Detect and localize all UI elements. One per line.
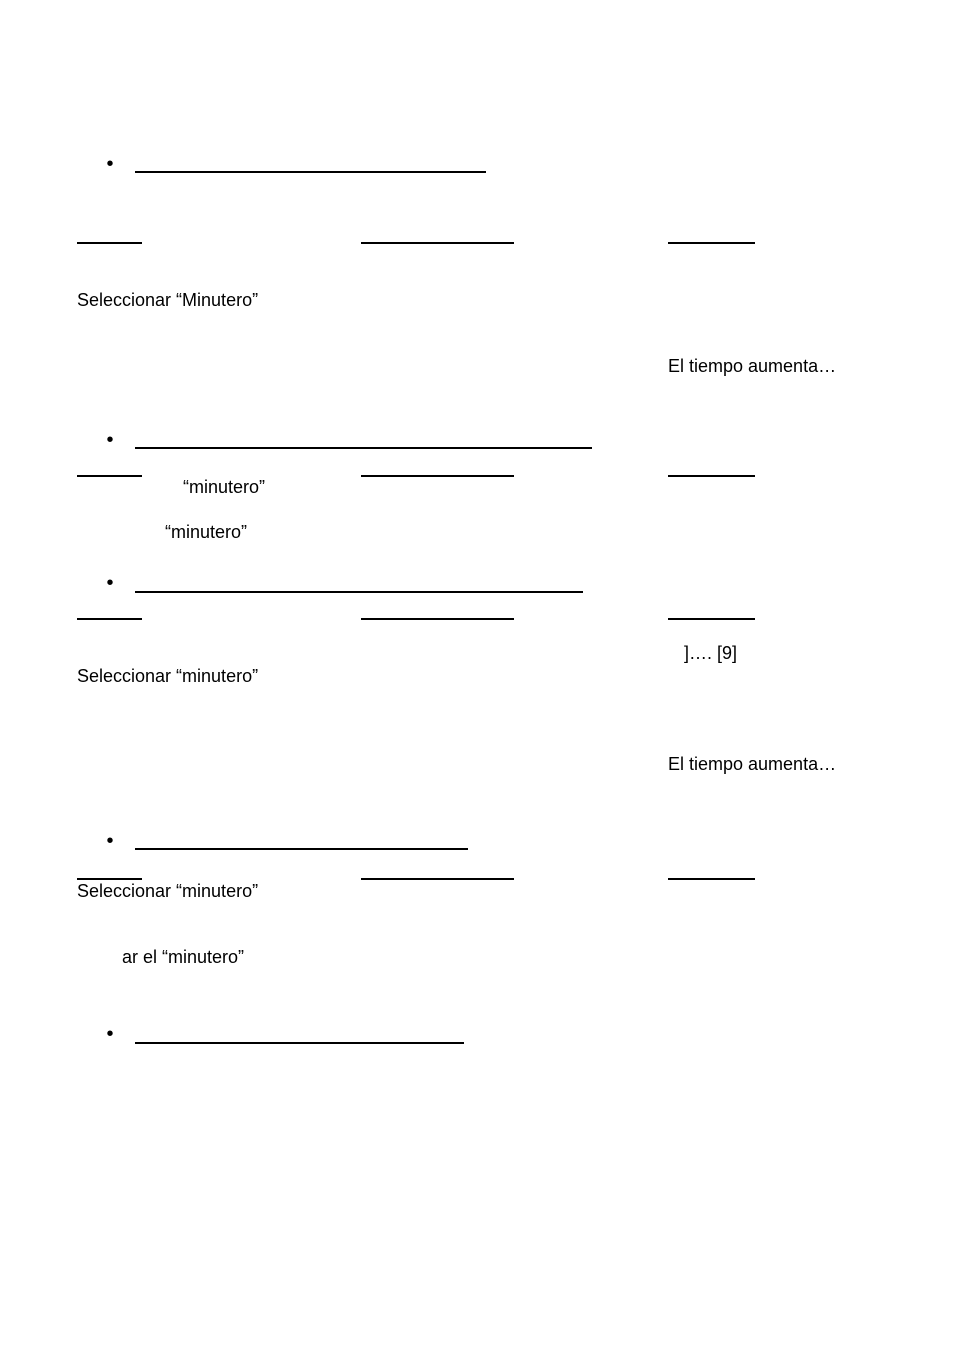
heading-blank-1: [135, 171, 486, 173]
column-blank-2a: [77, 475, 142, 477]
section2-minutero-label-2: “minutero”: [165, 522, 248, 542]
column-blank-1a: [77, 242, 142, 244]
column-blank-2b: [361, 475, 514, 477]
bullet-1: •: [106, 153, 114, 175]
section3-select-label: Seleccionar “minutero”: [77, 666, 259, 686]
section2-minutero-label-1: “minutero”: [183, 477, 266, 497]
section1-time-label: El tiempo aumenta…: [668, 356, 837, 376]
section4-select-label: Seleccionar “minutero”: [77, 881, 259, 901]
column-blank-3b: [361, 618, 514, 620]
section1-select-label: Seleccionar “Minutero”: [77, 290, 259, 310]
bullet-3: •: [106, 572, 114, 594]
column-blank-2c: [668, 475, 755, 477]
heading-blank-5: [135, 1042, 464, 1044]
section3-reference-label: ]…. [9]: [684, 643, 738, 663]
bullet-4: •: [106, 830, 114, 852]
section3-time-label: El tiempo aumenta…: [668, 754, 837, 774]
heading-blank-4: [135, 848, 468, 850]
heading-blank-3: [135, 591, 583, 593]
column-blank-3c: [668, 618, 755, 620]
heading-blank-2: [135, 447, 592, 449]
column-blank-1c: [668, 242, 755, 244]
bullet-5: •: [106, 1023, 114, 1045]
column-blank-4b: [361, 878, 514, 880]
column-blank-1b: [361, 242, 514, 244]
column-blank-4c: [668, 878, 755, 880]
bullet-2: •: [106, 429, 114, 451]
column-blank-3a: [77, 618, 142, 620]
section4-minutero-label: ar el “minutero”: [122, 947, 245, 967]
